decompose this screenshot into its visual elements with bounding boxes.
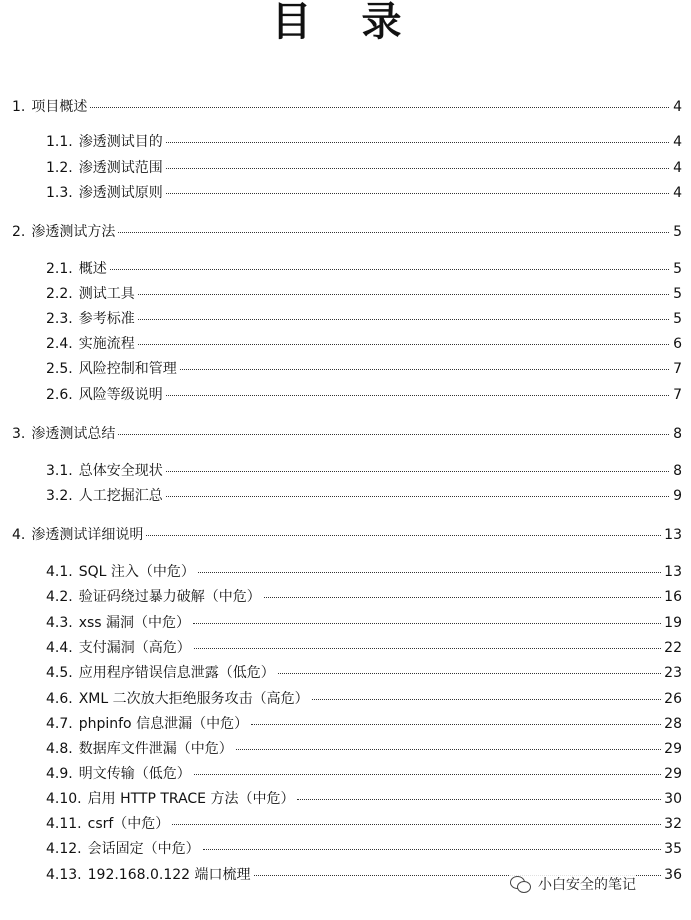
toc-leader-dots (180, 368, 669, 370)
toc-entry-label: 会话固定（中危） (87, 841, 200, 857)
toc-entry-page: 8 (673, 463, 682, 479)
toc-entry-label: 风险控制和管理 (78, 361, 177, 377)
toc-entry-number: 1.3. (46, 185, 73, 201)
toc-entry[interactable] (46, 283, 682, 305)
toc-entry-page: 4 (673, 99, 682, 115)
toc-entry-number: 4.11. (46, 816, 82, 832)
toc-leader-dots (203, 848, 662, 850)
toc-entry-label: xss 漏洞（中危） (78, 615, 191, 631)
toc-entry[interactable] (46, 662, 682, 684)
toc-entry-number: 3.2. (46, 488, 73, 504)
toc-entry[interactable] (12, 423, 682, 445)
toc-entry-page: 5 (673, 311, 682, 327)
toc-leader-dots (312, 698, 662, 700)
toc-entry[interactable] (46, 131, 682, 153)
toc-entry-number: 2.2. (46, 286, 73, 302)
toc-entry-number: 1. (12, 99, 26, 115)
toc-entry-number: 4.1. (46, 564, 73, 580)
toc-entry-label: 应用程序错误信息泄露（低危） (78, 665, 275, 681)
toc-entry-label: 渗透测试总结 (31, 426, 116, 442)
toc-entry-page: 16 (664, 589, 682, 605)
toc-entry[interactable] (46, 637, 682, 659)
toc-entry-number: 4.6. (46, 691, 73, 707)
toc-leader-dots (138, 343, 669, 345)
toc-entry-label: 概述 (78, 261, 107, 277)
toc-entry-page: 23 (664, 665, 682, 681)
toc-entry-number: 2.3. (46, 311, 73, 327)
toc-entry-number: 1.2. (46, 160, 73, 176)
toc-entry[interactable] (46, 358, 682, 380)
toc-entry[interactable] (46, 157, 682, 179)
toc-leader-dots (264, 596, 661, 598)
toc-leader-dots (138, 293, 669, 295)
toc-entry-label: 明文传输（低危） (78, 766, 191, 782)
toc-entry[interactable] (46, 738, 682, 760)
toc-entry-number: 2.6. (46, 387, 73, 403)
toc-entry-page: 5 (673, 224, 682, 240)
toc-entry[interactable] (46, 561, 682, 583)
toc-entry[interactable] (46, 838, 682, 860)
toc-entry-page: 29 (664, 766, 682, 782)
toc-entry-page: 26 (664, 691, 682, 707)
toc-entry[interactable] (46, 788, 682, 810)
toc-entry-label: 192.168.0.122 端口梳理 (87, 867, 251, 883)
toc-leader-dots (278, 672, 661, 674)
toc-entry-label: 风险等级说明 (78, 387, 163, 403)
toc-entry-page: 5 (673, 286, 682, 302)
toc-entry-label: 数据库文件泄漏（中危） (78, 741, 233, 757)
toc-entry-page: 28 (664, 716, 682, 732)
toc-entry-number: 4. (12, 527, 26, 543)
toc-entry[interactable] (46, 713, 682, 735)
toc-leader-dots (90, 106, 669, 108)
toc-entry-label: 参考标准 (78, 311, 135, 327)
wechat-icon (510, 875, 532, 893)
toc-leader-dots (118, 433, 669, 435)
toc-entry-label: 总体安全现状 (78, 463, 163, 479)
toc-entry[interactable] (46, 485, 682, 507)
toc-entry-page: 22 (664, 640, 682, 656)
toc-entry[interactable] (46, 182, 682, 204)
toc-entry-page: 29 (664, 741, 682, 757)
toc-entry-number: 4.9. (46, 766, 73, 782)
toc-leader-dots (166, 192, 669, 194)
toc-entry-label: SQL 注入（中危） (78, 564, 195, 580)
toc-entry-page: 35 (664, 841, 682, 857)
toc-entry-label: 项目概述 (31, 99, 88, 115)
toc-entry-number: 2.5. (46, 361, 73, 377)
toc-leader-dots (194, 647, 661, 649)
toc-entry-label: XML 二次放大拒绝服务攻击（高危） (78, 691, 309, 707)
toc-entry-page: 8 (673, 426, 682, 442)
toc-entry-number: 4.7. (46, 716, 73, 732)
toc-entry-page: 4 (673, 185, 682, 201)
toc-entry-label: csrf（中危） (87, 816, 170, 832)
watermark-text: 小白安全的笔记 (538, 877, 636, 893)
toc-entry-label: 渗透测试范围 (78, 160, 163, 176)
toc-entry-number: 4.12. (46, 841, 82, 857)
toc-entry-number: 3.1. (46, 463, 73, 479)
toc-entry-label: 支付漏洞（高危） (78, 640, 191, 656)
toc-leader-dots (166, 394, 669, 396)
toc-entry-label: 启用 HTTP TRACE 方法（中危） (87, 791, 295, 807)
toc-entry-page: 32 (664, 816, 682, 832)
watermark (510, 872, 636, 896)
toc-entry-number: 4.10. (46, 791, 82, 807)
toc-entry-number: 4.3. (46, 615, 73, 631)
toc-entry[interactable] (12, 221, 682, 243)
toc-entry-number: 4.13. (46, 867, 82, 883)
toc-entry-number: 2. (12, 224, 26, 240)
toc-entry-page: 5 (673, 261, 682, 277)
toc-leader-dots (194, 773, 661, 775)
toc-entry-page: 9 (673, 488, 682, 504)
toc-entry-number: 2.4. (46, 336, 73, 352)
page-title: 目 录 (271, 0, 420, 45)
toc-entry-label: phpinfo 信息泄漏（中危） (78, 716, 249, 732)
toc-entry-page: 30 (664, 791, 682, 807)
toc-leader-dots (166, 141, 669, 143)
toc-leader-dots (297, 798, 661, 800)
toc-entry-label: 渗透测试详细说明 (31, 527, 144, 543)
toc-entry[interactable] (12, 96, 682, 118)
toc-entry-page: 6 (673, 336, 682, 352)
toc-entry-label: 实施流程 (78, 336, 135, 352)
toc-entry-label: 渗透测试方法 (31, 224, 116, 240)
toc-entry[interactable] (46, 688, 682, 710)
toc-entry[interactable] (46, 813, 682, 835)
toc-entry-label: 验证码绕过暴力破解（中危） (78, 589, 261, 605)
toc-leader-dots (138, 318, 669, 320)
toc-leader-dots (166, 470, 669, 472)
toc-entry-number: 2.1. (46, 261, 73, 277)
toc-entry[interactable] (46, 308, 682, 330)
toc-entry-label: 测试工具 (78, 286, 135, 302)
toc-leader-dots (146, 534, 661, 536)
toc-entry-page: 13 (664, 564, 682, 580)
toc-entry[interactable] (46, 460, 682, 482)
toc-entry-label: 渗透测试原则 (78, 185, 163, 201)
toc-leader-dots (166, 495, 669, 497)
toc-leader-dots (198, 571, 661, 573)
toc-leader-dots (193, 622, 661, 624)
toc-entry[interactable] (46, 384, 682, 406)
toc-entry[interactable] (46, 612, 682, 634)
toc-entry-number: 1.1. (46, 134, 73, 150)
toc-entry[interactable] (46, 258, 682, 280)
toc-leader-dots (236, 748, 661, 750)
toc-entry-number: 4.4. (46, 640, 73, 656)
toc-entry[interactable] (46, 333, 682, 355)
toc-entry-number: 4.2. (46, 589, 73, 605)
toc-entry[interactable] (12, 524, 682, 546)
toc-entry-label: 渗透测试目的 (78, 134, 163, 150)
toc-entry[interactable] (46, 586, 682, 608)
toc-entry-page: 13 (664, 527, 682, 543)
toc-leader-dots (110, 268, 669, 270)
toc-entry-page: 7 (673, 361, 682, 377)
toc-entry[interactable] (46, 763, 682, 785)
toc-entry-number: 4.5. (46, 665, 73, 681)
toc-leader-dots (172, 823, 661, 825)
toc-entry-number: 4.8. (46, 741, 73, 757)
toc-leader-dots (118, 231, 669, 233)
toc-entry-page: 7 (673, 387, 682, 403)
toc-leader-dots (166, 167, 669, 169)
toc-entry-page: 4 (673, 134, 682, 150)
toc-entry-number: 3. (12, 426, 26, 442)
toc-entry-label: 人工挖掘汇总 (78, 488, 163, 504)
toc-leader-dots (251, 723, 661, 725)
toc-entry-page: 36 (664, 867, 682, 883)
toc-entry-page: 19 (664, 615, 682, 631)
toc-entry-page: 4 (673, 160, 682, 176)
